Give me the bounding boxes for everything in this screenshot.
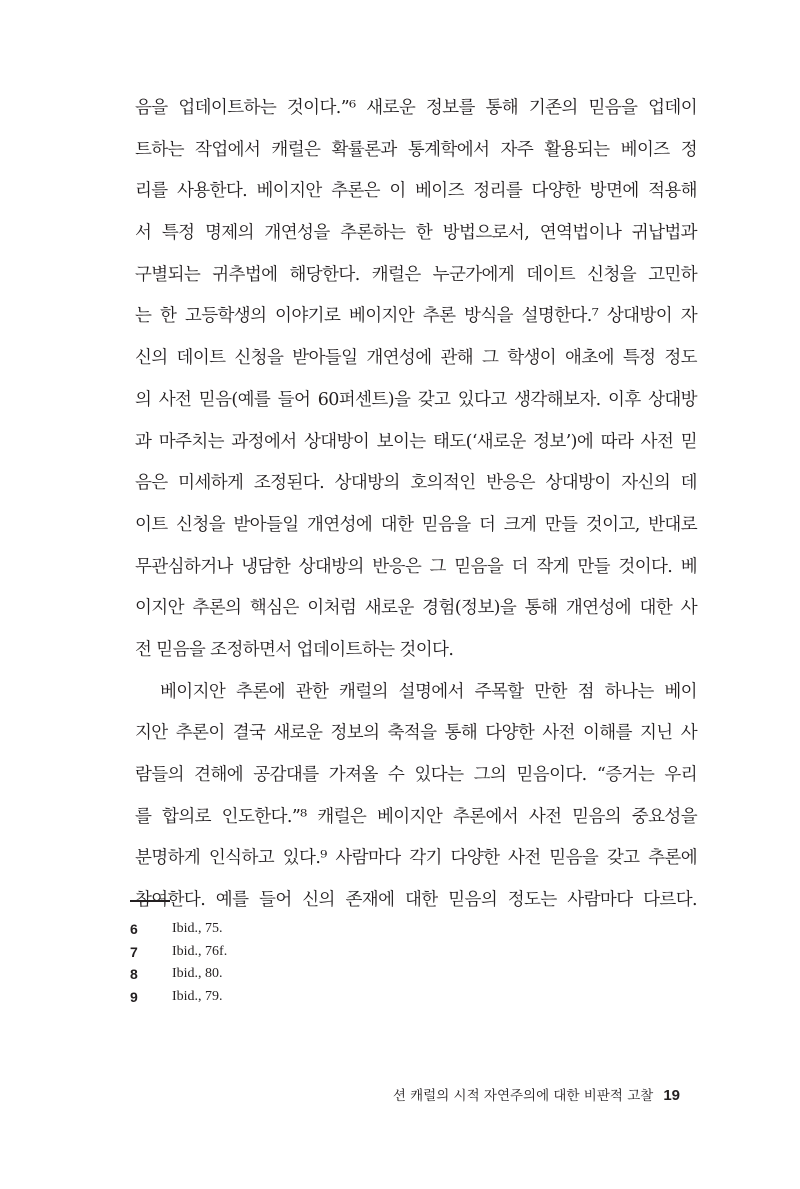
body-line: 음은 미세하게 조정된다. 상대방의 호의적인 반응은 상대방이 자신의 데 [135,473,697,494]
footnote [130,918,227,941]
body-line: 이트 신청을 받아들일 개연성에 대한 믿음을 더 크게 만들 것이고, 반대로 [135,514,697,535]
footnote-text: Ibid., 80. [172,966,223,981]
body-line: 신의 데이트 신청을 받아들일 개연성에 관해 그 학생이 애초에 특정 정도 [135,348,697,369]
page-number: 19 [663,1087,680,1104]
footnote-text: Ibid., 75. [172,921,223,936]
body-line: 는 한 고등학생의 이야기로 베이지안 추론 방식을 설명한다.⁷ 상대방이 자 [135,306,697,327]
body-line: 람들의 견해에 공감대를 가져올 수 있다는 그의 믿음이다. “증거는 우리 [135,765,697,785]
body-line: 음을 업데이트하는 것이다.”⁶ 새로운 정보를 통해 기존의 믿음을 업데이 [135,98,697,118]
body-line: 참여한다. 예를 들어 신의 존재에 대한 믿음의 정도는 사람마다 다르다. [135,890,697,911]
footnote-number: 7 [130,943,138,960]
footnote [130,963,227,986]
body-line: 과 마주치는 과정에서 상대방이 보이는 태도(‘새로운 정보’)에 따라 사전 믿 [135,431,697,452]
body-line: 무관심하거나 냉담한 상대방의 반응은 그 믿음을 더 작게 만들 것이다. 베 [135,556,697,577]
footnote-divider [130,900,170,902]
body-line: 서 특정 명제의 개연성을 추론하는 한 방법으로서, 연역법이나 귀납법과 [135,223,697,244]
footnote-text: Ibid., 79. [172,988,223,1004]
body-line: 이지안 추론의 핵심은 이처럼 새로운 경험(정보)을 통해 개연성에 대한 사 [135,598,697,619]
footnote-number: 9 [130,988,138,1005]
footnote-number: 6 [130,921,138,937]
body-line: 의 사전 믿음(예를 들어 60퍼센트)을 갖고 있다고 생각해보자. 이후 상대방 [135,389,697,410]
body-line: 리를 사용한다. 베이지안 추론은 이 베이즈 정리를 다양한 방면에 적용해 [135,181,697,202]
footnotes [130,918,227,1008]
footnote [130,941,227,964]
body-line: 구별되는 귀추법에 해당한다. 캐럴은 누군가에게 데이트 신청을 고민하 [135,264,697,285]
body-line: 트하는 작업에서 캐럴은 확률론과 통계학에서 자주 활용되는 베이즈 정 [135,139,697,160]
body-line: 전 믿음을 조정하면서 업데이트하는 것이다. [135,639,454,660]
footnote [130,986,227,1009]
body-line: 분명하게 인식하고 있다.⁹ 사람마다 각기 다양한 사전 믿음을 갖고 추론에 [135,848,697,869]
running-title: 션 캐럴의 시적 자연주의에 대한 비판적 고찰 [392,1088,654,1104]
body-text [135,88,697,922]
running-footer [393,1084,680,1104]
footnote-text: Ibid., 76f. [172,943,228,959]
body-line: 를 합의로 인도한다.”⁸ 캐럴은 베이지안 추론에서 사전 믿음의 중요성을 [135,806,697,827]
footnote-number: 8 [130,966,138,982]
body-line: 베이지안 추론에 관한 캐럴의 설명에서 주목할 만한 점 하나는 베이 [160,681,697,702]
body-line: 지안 추론이 결국 새로운 정보의 축적을 통해 다양한 사전 이해를 지닌 사 [135,723,697,744]
